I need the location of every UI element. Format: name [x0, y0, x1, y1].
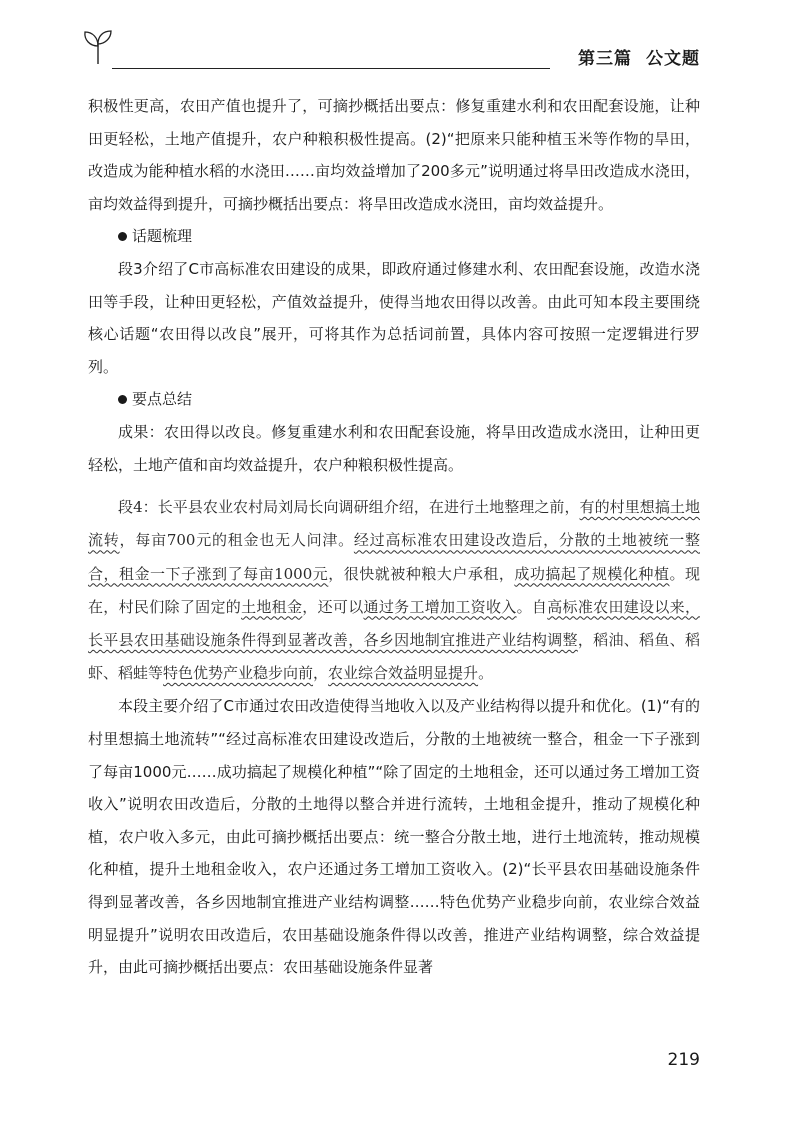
underlined-text: 高标准农田建设以来，长平县农田基础设施条件得到显著改善，各乡因地制宜推进产业结构调整 — [88, 597, 700, 649]
underlined-text: 土地租金 — [241, 597, 303, 616]
underlined-text: 有的村里想搞土地流转 — [88, 498, 700, 550]
paragraph-continued: 积极性更高，农田产值也提升了，可摘抄概括出要点：修复重建水利和农田配套设施，让种田更轻松，土地产值提升，农户种粮积极性提高。(2)“把原来只能种植玉米等作物的旱田，改造成为能种植水稻的水浇田……亩均效益增加了200多元”说明通过将旱田改造成水浇田，亩均效益得到提升，可摘抄概括出要点：将旱田改造成水浇田，亩均效益提升。 — [88, 97, 700, 213]
header-rule — [112, 68, 550, 69]
quoted-material-paragraph — [88, 491, 700, 690]
header-title — [578, 44, 700, 69]
header-part: 第三篇 — [578, 49, 632, 69]
underlined-text: 通过务工增加工资收入 — [363, 597, 517, 616]
material-text: 段4：长平县农业农村局刘局长向调研组介绍，在进行土地整理之前， — [118, 498, 580, 517]
material-text: ，每亩700元的租金也无人问津。 — [119, 531, 354, 550]
material-text: ，还可以 — [302, 597, 364, 616]
heading-text: 要点总结 — [132, 390, 193, 409]
material-text: ，很快就被种粮大户承租， — [328, 564, 515, 583]
underlined-text: 经过高标准农田建设改造后，分散的土地被统一整合，租金一下子涨到了每亩1000元 — [88, 531, 700, 583]
page-body — [88, 90, 700, 984]
header-section: 公文题 — [646, 49, 700, 69]
material-text: 。自 — [516, 597, 548, 616]
underlined-text: 特色优势产业稳步向前 — [163, 664, 314, 683]
material-text: 。 — [478, 664, 494, 683]
material-text: ， — [313, 664, 329, 683]
sprout-icon — [80, 26, 116, 66]
heading-text: 话题梳理 — [132, 227, 193, 246]
material-text: ，稻油、稻鱼、稻虾、稻蛙等 — [88, 630, 700, 683]
bullet-heading-summary — [88, 383, 700, 416]
paragraph-summary: 成果：农田得以改良。修复重建水利和农田配套设施，将旱田改造成水浇田，让种田更轻松，土地产值和亩均效益提升，农户种粮积极性提高。 — [88, 422, 700, 474]
paragraph-analysis: 本段主要介绍了C市通过农田改造使得当地收入以及产业结构得以提升和优化。(1)“有的村里想搞土地流转”“经过高标准农田建设改造后，分散的土地被统一整合，租金一下子涨到了每亩1000元……成功搞起了规模化种植”“除了固定的土地租金，还可以通过务工增加工资收入”说明农田改造后，分散的土地得以整合并进行流转，土地租金提升，推动了规模化种植，农户收入多元，由此可摘抄概括出要点：统一整合分散土地，进行土地流转，推动规模化种植，提升土地租金收入，农户还通过务工增加工资收入。(2)“长平县农田基础设施条件得到显著改善，各乡因地制宜推进产业结构调整……特色优势产业稳步向前，农业综合效益明显提升”说明农田改造后，农田基础设施条件得以改善，推进产业结构调整，综合效益提升，由此可摘抄概括出要点：农田基础设施条件显著 — [88, 697, 700, 977]
running-header — [78, 22, 700, 72]
underlined-text: 农业综合效益明显提升 — [328, 664, 479, 683]
material-text: 。现在，村民们除了固定的 — [88, 564, 700, 616]
bullet-heading-topic — [88, 220, 700, 253]
paragraph-topic-analysis: 段3介绍了C市高标准农田建设的成果，即政府通过修建水利、农田配套设施，改造水浇田等手段，让种田更轻松，产值效益提升，使得当地农田得以改善。由此可知本段主要围绕核心话题“农田得以改良”展开，可将其作为总括词前置，具体内容可按照一定逻辑进行罗列。 — [88, 259, 700, 376]
spacer — [88, 481, 700, 491]
underlined-text: 成功搞起了规模化种植 — [514, 564, 670, 583]
page-number: 219 — [667, 1050, 700, 1070]
